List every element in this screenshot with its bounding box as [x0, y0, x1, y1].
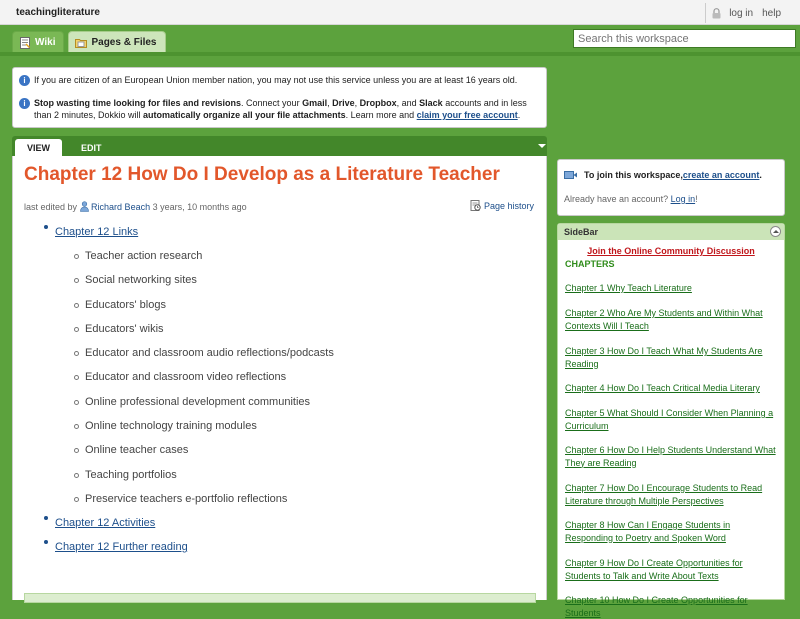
list-item: Educator and classroom audio reflections/podcasts [85, 341, 334, 365]
sidebar-login-link[interactable]: Log in [670, 194, 696, 204]
page-title: Chapter 12 How Do I Develop as a Literature Teacher [24, 164, 500, 185]
folder-icon [75, 37, 87, 49]
chapter-link[interactable]: Chapter 9 How Do I Create Opportunities for Students to Talk and Write About Texts [565, 558, 743, 581]
tab-pages-files-label: Pages & Files [91, 37, 157, 48]
join-workspace-box [557, 159, 785, 216]
community-discussion [558, 246, 784, 256]
page-history-icon [470, 200, 481, 211]
top-bar [0, 0, 800, 25]
tab-view[interactable]: VIEW [15, 139, 62, 156]
comments-box [24, 593, 536, 603]
chapter-link[interactable]: Chapter 4 How Do I Teach Critical Media Literary [565, 383, 760, 393]
chapter-link[interactable]: Chapter 7 How Do I Encourage Students to Read Literature through Multiple Perspectives [565, 483, 763, 506]
chevron-down-icon[interactable] [538, 144, 546, 148]
tab-pages-files[interactable] [68, 31, 165, 53]
list-item: Educators' wikis [85, 317, 334, 341]
bullet [44, 540, 48, 544]
chapter-link[interactable]: Chapter 2 Who Are My Students and Within What Contexts Will I Teach [565, 308, 763, 331]
page-history-link[interactable]: Page history [483, 200, 534, 211]
list-item: Preservice teachers e-portfolio reflections [85, 487, 334, 511]
sidebar [557, 223, 785, 618]
toc-item-activities [55, 511, 334, 535]
help-link[interactable]: help [762, 7, 781, 19]
list-item: Online teacher cases [85, 438, 334, 462]
sidebar-title: SideBar [564, 227, 599, 237]
join-prefix: To join this workspace, [584, 169, 683, 180]
list-item: Educators' blogs [85, 293, 334, 317]
list-item [565, 482, 779, 519]
chapter-links-link[interactable]: Chapter 12 Links [55, 226, 139, 238]
list-item: Online professional development communities [85, 390, 334, 414]
user-icon [80, 201, 89, 212]
search-input[interactable] [573, 29, 796, 48]
claim-account-link[interactable]: claim your free account [416, 110, 518, 120]
info-icon: i [19, 75, 30, 86]
separator [705, 3, 706, 23]
join-workspace-icon [564, 169, 578, 180]
login-link[interactable]: log in [729, 7, 754, 19]
links-sublist [85, 244, 334, 511]
list-item [565, 519, 779, 557]
list-item [565, 382, 779, 407]
tab-wiki[interactable] [12, 31, 64, 53]
bullet [44, 225, 48, 229]
chapters-heading: CHAPTERS [565, 259, 615, 269]
chapter-link[interactable]: Chapter 8 How Can I Engage Students in Responding to Poetry and Spoken Word [565, 520, 731, 543]
wiki-page-icon [19, 37, 31, 49]
list-item [565, 282, 779, 307]
list-item [565, 444, 779, 482]
sidebar-header [558, 224, 784, 240]
content-tabs [12, 136, 547, 156]
list-item: Teaching portfolios [85, 463, 334, 487]
chapter-link[interactable]: Chapter 1 Why Teach Literature [565, 283, 692, 293]
collapse-icon[interactable] [770, 226, 781, 237]
bullet [44, 516, 48, 520]
notice-box [12, 67, 547, 128]
toc-item-links [55, 220, 334, 511]
list-item [565, 345, 779, 382]
chapter-further-reading-link[interactable]: Chapter 12 Further reading [55, 541, 188, 554]
join-prompt: To join this workspace, create an account . [564, 169, 762, 180]
list-item [565, 594, 779, 619]
header-divider [0, 52, 800, 56]
main-content [12, 156, 547, 600]
eu-notice-text: If you are citizen of an European Union member nation, you may not use this service unless you are at least 16 years old. [34, 75, 518, 85]
edited-prefix: last edited by [24, 201, 78, 212]
dokkio-notice [19, 97, 541, 121]
editor-link[interactable]: Richard Beach [91, 201, 151, 212]
community-discussion-link[interactable]: Join the Online Community Discussion [587, 246, 755, 256]
site-name[interactable]: teachingliterature [16, 7, 100, 18]
tab-wiki-label: Wiki [35, 37, 56, 48]
table-of-contents [55, 220, 334, 559]
lock-icon [712, 8, 721, 19]
chapters-list [565, 282, 779, 619]
list-item: Educator and classroom video reflections [85, 365, 334, 389]
chapter-link[interactable]: Chapter 10 How Do I Create Opportunities for Students [565, 595, 748, 618]
dokkio-notice-text: Stop wasting time looking for files and revisions. Connect your Gmail, Drive, Dropbox, and Slack accounts and in less than 2 minutes, Dokkio will automatically organize all your file attachments. Learn more and claim your free account. [34, 98, 527, 120]
create-account-link[interactable]: create an account [682, 169, 760, 180]
list-item [565, 407, 779, 444]
list-item [565, 307, 779, 345]
chapter-link[interactable]: Chapter 5 What Should I Consider When Planning a Curriculum [565, 408, 774, 431]
toc-item-further-reading [55, 535, 334, 559]
already-account: Already have an account? Log in! [564, 194, 698, 204]
list-item [565, 557, 779, 594]
list-item: Social networking sites [85, 268, 334, 292]
chapter-activities-link[interactable]: Chapter 12 Activities [55, 517, 156, 530]
workspace-tabs [12, 31, 170, 53]
eu-notice [19, 74, 519, 86]
list-item: Teacher action research [85, 244, 334, 268]
chapter-link[interactable]: Chapter 6 How Do I Help Students Understand What They are Reading [565, 445, 776, 468]
info-icon: i [19, 98, 30, 109]
page-meta [24, 201, 247, 212]
chapter-link[interactable]: Chapter 3 How Do I Teach What My Students Are Reading [565, 346, 763, 369]
list-item: Online technology training modules [85, 414, 334, 438]
page-history[interactable] [470, 200, 534, 211]
account-links [705, 4, 790, 22]
tab-edit[interactable]: EDIT [81, 142, 102, 153]
edited-time: 3 years, 10 months ago [152, 201, 247, 212]
